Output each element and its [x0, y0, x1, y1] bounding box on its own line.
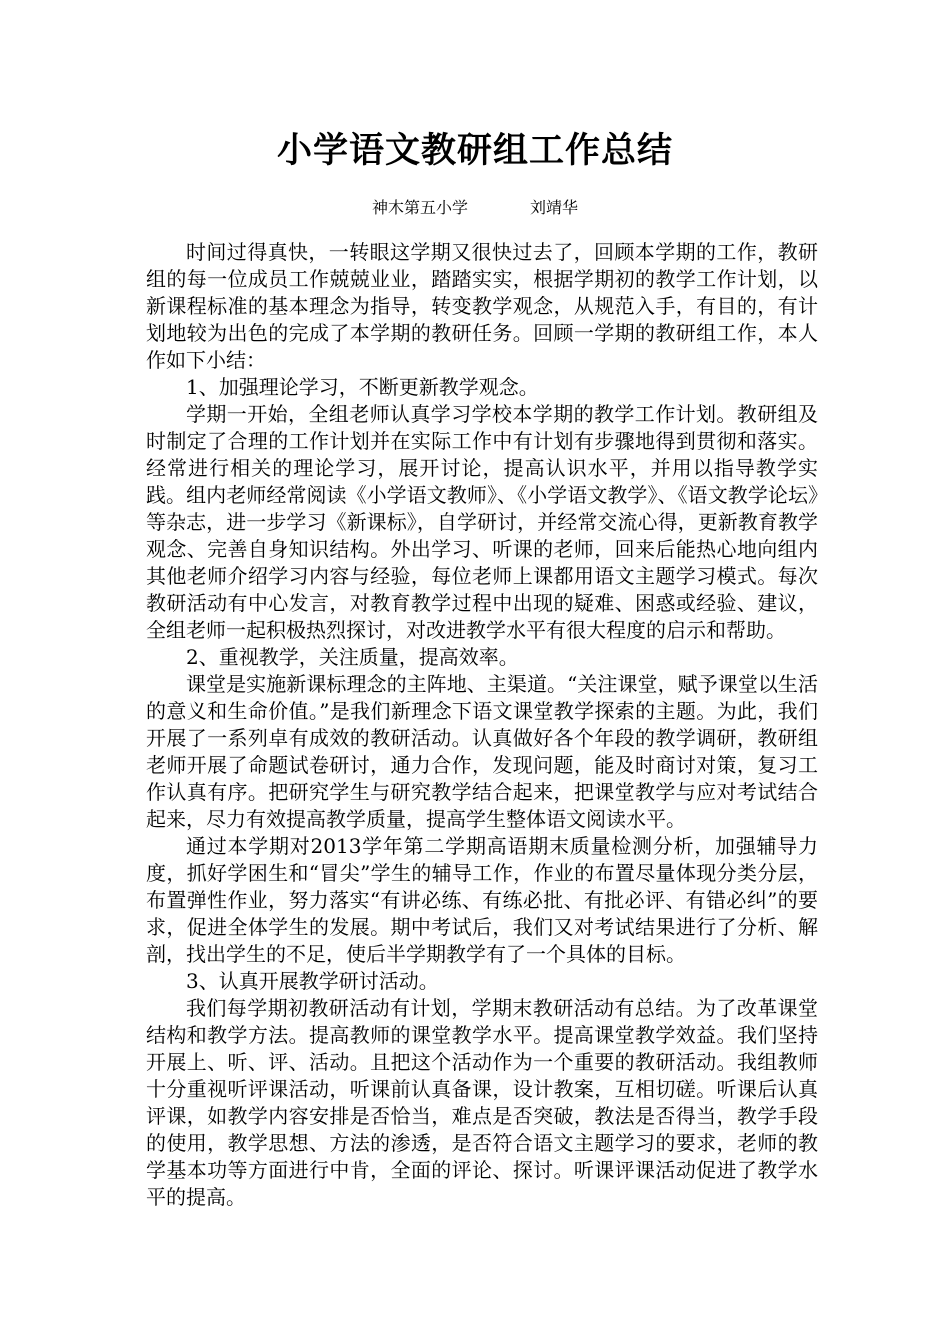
document-title: 小学语文教研组工作总结: [276, 131, 673, 171]
school-name: 神木第五小学: [371, 198, 468, 217]
section-heading-3: 3、认真开展教学研讨活动。: [186, 969, 439, 993]
section-3-paragraph: 我们每学期初教研活动有计划，学期末教研活动有总结。为了改革课堂结构和教学方法。提高教师的课堂教学水平。提高课堂教学效益。我们坚持开展上、听、评、活动。且把这个活动作为一个重要的教研活动。我组教师十分重视听评课活动，听课前认真备课，设计教案，互相切磋。听课后认真评课，如教学内容安排是否恰当，难点是否突破，教法是否得当，教学手段的使用，教学思想、方法的渗透，是否符合语文主题学习的要求，老师的教学基本功等方面进行中肯，全面的评论、探讨。听课评课活动促进了教学水平的提高。: [146, 996, 818, 1209]
section-1-paragraph: 学期一开始，全组老师认真学习学校本学期的教学工作计划。教研组及时制定了合理的工作计划并在实际工作中有计划有步骤地得到贯彻和落实。经常进行相关的理论学习，展开讨论，提高认识水平，并用以指导教学实践。组内老师经常阅读《小学语文教师》、《小学语文教学》、《语文教学论坛》等杂志，进一步学习《新课标》，自学研讨，并经常交流心得，更新教育教学观念、完善自身知识结构。外出学习、听课的老师，回来后能热心地向组内其他老师介绍学习内容与经验，每位老师上课都用语文主题学习模式。每次教研活动有中心发言，对教育教学过程中出现的疑难、困惑或经验、建议，全组老师一起积极热烈探讨，对改进教学水平有很大程度的启示和帮助。: [146, 402, 818, 642]
section-heading-2: 2、重视教学，关注质量，提高效率。: [186, 645, 519, 669]
document-body: [146, 239, 818, 1211]
intro-paragraph: 时间过得真快，一转眼这学期又很快过去了，回顾本学期的工作，教研组的每一位成员工作兢兢业业，踏踏实实，根据学期初的教学工作计划，以新课程标准的基本理念为指导，转变教学观念，从规范入手，有目的，有计划地较为出色的完成了本学期的教研任务。回顾一学期的教研组工作，本人作如下小结：: [146, 240, 818, 372]
author-name: 刘靖华: [530, 198, 579, 217]
byline: [0, 196, 950, 220]
section-heading-1: 1、加强理论学习，不断更新教学观念。: [186, 375, 539, 399]
section-2-paragraph-2: 通过本学期对2013学年第二学期高语期末质量检测分析，加强辅导力度，抓好学困生和“冒尖”学生的辅导工作，作业的布置尽量体现分类分层，布置弹性作业，努力落实“有讲必练、有练必批、有批必评、有错必纠”的要求，促进全体学生的发展。期中考试后，我们又对考试结果进行了分析、解剖，找出学生的不足，使后半学期教学有了一个具体的目标。: [146, 834, 818, 966]
section-2-paragraph-1: 课堂是实施新课标理念的主阵地、主渠道。“关注课堂，赋予课堂以生活的意义和生命价值。”是我们新理念下语文课堂教学探索的主题。为此，我们开展了一系列卓有成效的教研活动。认真做好各个年段的教学调研，教研组老师开展了命题试卷研讨，通力合作，发现问题，能及时商讨对策，复习工作认真有序。把研究学生与研究教学结合起来，把课堂教学与应对考试结合起来，尽力有效提高教学质量，提高学生整体语文阅读水平。: [146, 672, 818, 831]
